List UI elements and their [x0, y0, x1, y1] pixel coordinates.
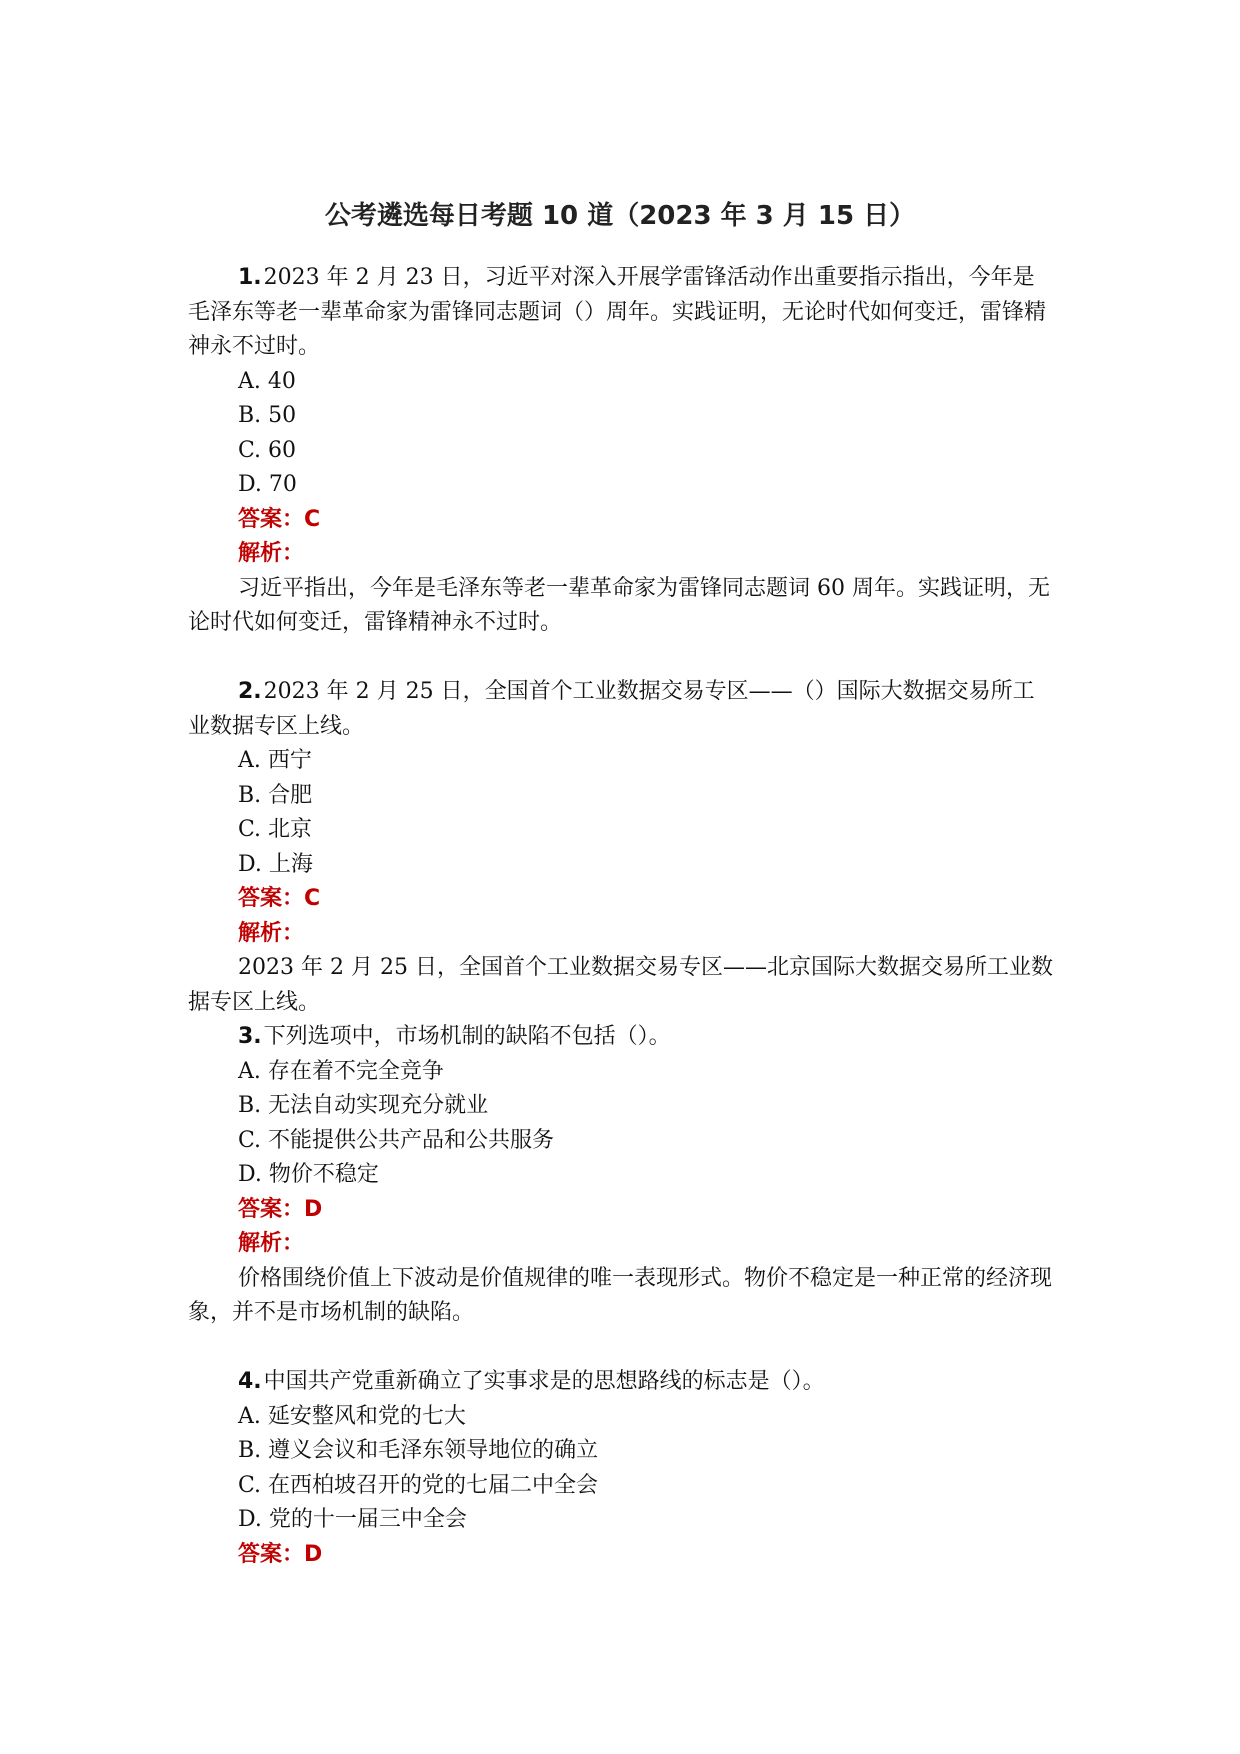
question-stem	[188, 675, 1054, 744]
answer-label: 答案：C	[238, 506, 321, 532]
question-text: 下列选项中，市场机制的缺陷不包括（）。	[263, 1024, 671, 1049]
option-d: D. 党的十一届三中全会	[238, 1507, 467, 1532]
question-4	[188, 1365, 1054, 1572]
blank-line	[188, 641, 1054, 676]
question-number: 3.	[238, 1024, 262, 1049]
option-b: B. 50	[238, 403, 297, 428]
option-b: B. 合肥	[238, 782, 313, 808]
analysis-text: 价格围绕价值上下波动是价值规律的唯一表现形式。物价不稳定是一种正常的经济现象，并不是市场机制的缺陷。	[188, 1265, 1053, 1325]
option-c: C. 60	[238, 437, 297, 463]
analysis-label: 解析：	[238, 541, 305, 566]
question-number: 1.	[238, 265, 262, 290]
question-text: 中国共产党重新确立了实事求是的思想路线的标志是（）。	[263, 1369, 825, 1394]
question-stem	[188, 1020, 1054, 1055]
answer-label: 答案：D	[238, 1196, 323, 1222]
option-d: D. 物价不稳定	[238, 1162, 379, 1187]
blank-line	[188, 1331, 1054, 1366]
analysis-label: 解析：	[238, 920, 305, 946]
question-3	[188, 1020, 1054, 1331]
option-c: C. 在西柏坡召开的党的七届二中全会	[238, 1472, 599, 1498]
question-stem	[188, 261, 1054, 365]
question-number: 2.	[238, 679, 262, 704]
question-text: 2023 年 2 月 23 日，习近平对深入开展学雷锋活动作出重要指示指出，今年是毛泽东等老一辈革命家为雷锋同志题词（）周年。实践证明，无论时代如何变迁，雷锋精神永不过时。	[188, 265, 1047, 359]
option-d: D. 上海	[238, 851, 313, 877]
question-2	[188, 675, 1054, 1020]
option-a: A. 西宁	[238, 748, 312, 773]
question-number: 4.	[238, 1369, 262, 1394]
question-1	[188, 261, 1054, 641]
document-body	[188, 261, 1054, 1572]
option-b: B. 无法自动实现充分就业	[238, 1093, 489, 1118]
answer-label: 答案：C	[238, 886, 321, 911]
option-d: D. 70	[238, 472, 297, 497]
answer-label: 答案：D	[238, 1541, 323, 1567]
option-a: A. 延安整风和党的七大	[238, 1403, 466, 1429]
option-b: B. 遵义会议和毛泽东领导地位的确立	[238, 1438, 599, 1463]
option-a: A. 40	[238, 368, 296, 394]
option-a: A. 存在着不完全竞争	[238, 1058, 444, 1084]
question-text: 2023 年 2 月 25 日，全国首个工业数据交易专区——（）国际大数据交易所工业数据专区上线。	[188, 679, 1035, 739]
question-stem	[188, 1365, 1054, 1400]
option-c: C. 北京	[238, 817, 313, 842]
document-title: 公考遴选每日考题 10 道（2023 年 3 月 15 日）	[324, 201, 916, 231]
analysis-label: 解析：	[238, 1231, 305, 1256]
analysis-text: 习近平指出，今年是毛泽东等老一辈革命家为雷锋同志题词 60 周年。实践证明，无论时代如何变迁，雷锋精神永不过时。	[188, 575, 1050, 635]
analysis-text: 2023 年 2 月 25 日，全国首个工业数据交易专区——北京国际大数据交易所工业数据专区上线。	[188, 955, 1053, 1015]
option-c: C. 不能提供公共产品和公共服务	[238, 1127, 555, 1153]
